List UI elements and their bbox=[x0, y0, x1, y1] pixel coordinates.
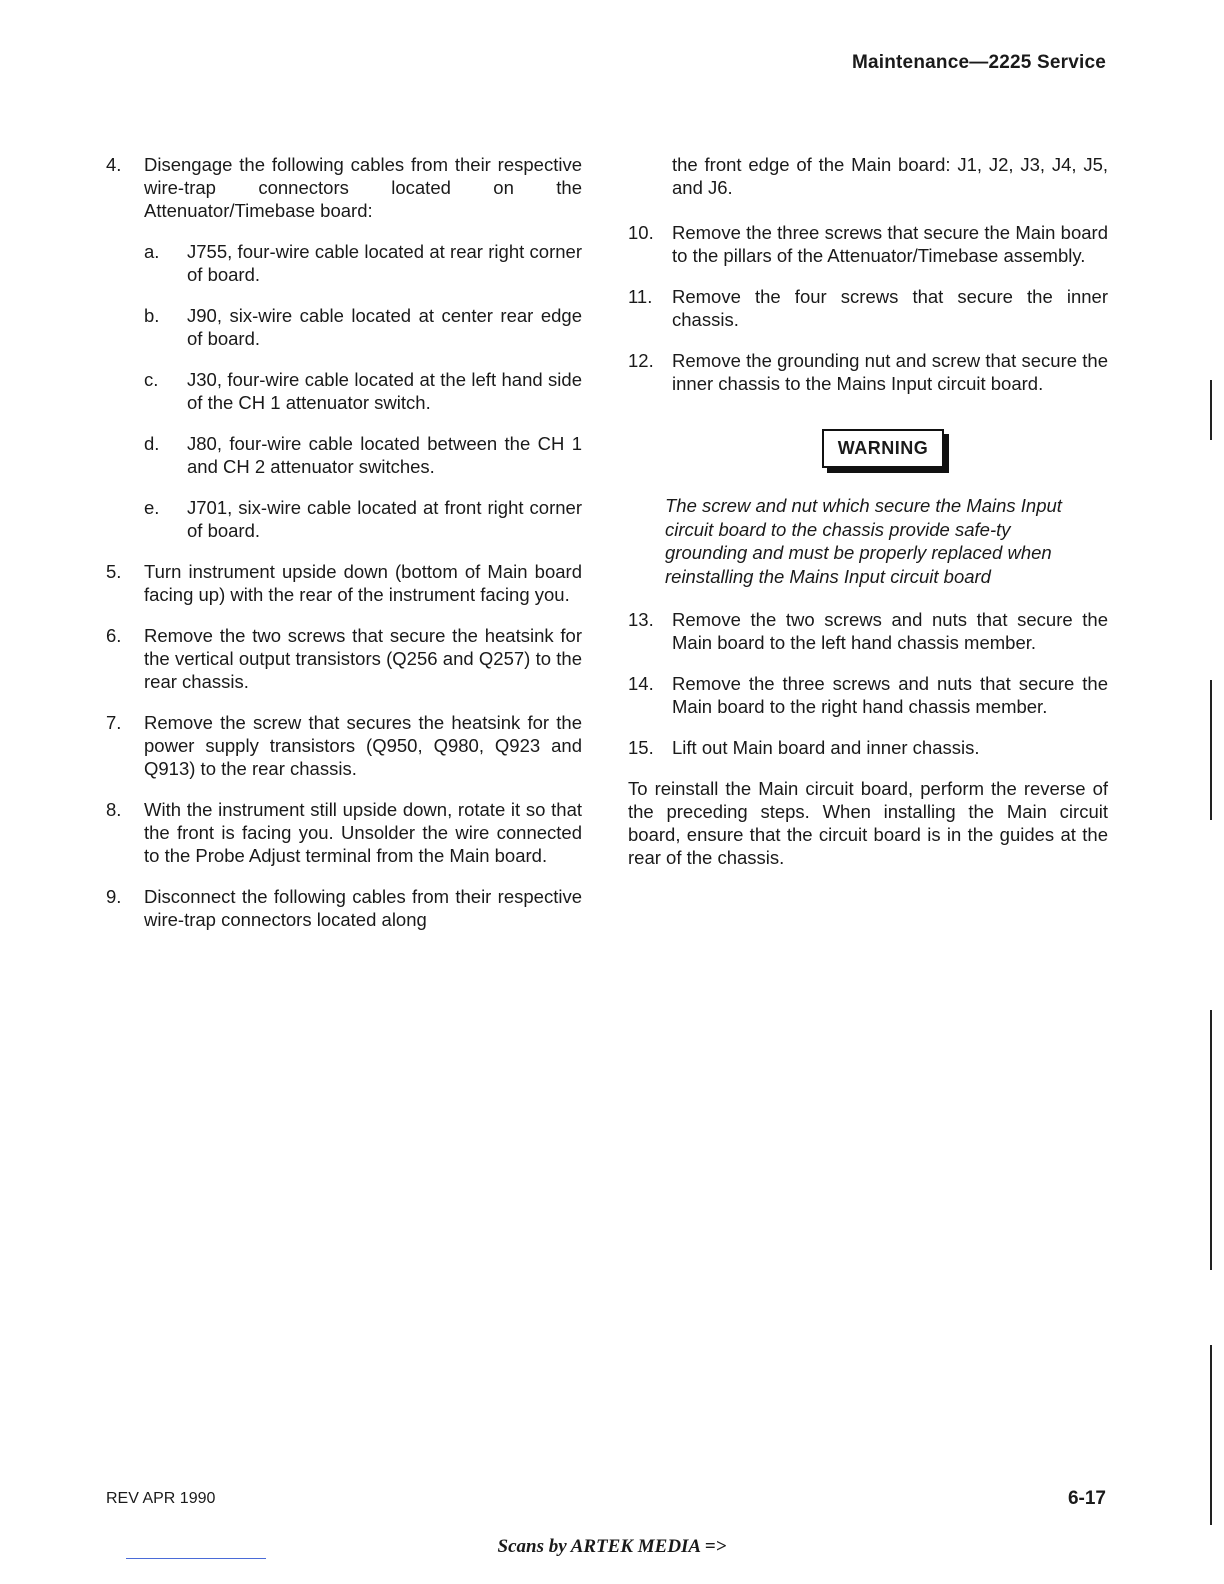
step-11 bbox=[628, 285, 1108, 331]
page-number: 6-17 bbox=[1067, 1488, 1106, 1509]
step-13 bbox=[628, 608, 1108, 654]
step-9-continuation: the front edge of the Main board: J1, J2, J3, J4, J5, and J6. bbox=[672, 154, 1108, 198]
scan-edge-mark bbox=[1210, 1010, 1212, 1270]
step-5 bbox=[106, 560, 582, 606]
step-text: Remove the three screws that secure the Main board to the pillars of the Attenuator/Timebase assembly. bbox=[672, 222, 1108, 266]
substep-letter: e. bbox=[144, 497, 160, 518]
substep-letter: d. bbox=[144, 433, 160, 454]
substep-text: J701, six-wire cable located at front right corner of board. bbox=[187, 497, 582, 541]
warning-label: WARNING bbox=[822, 429, 945, 468]
substep-e bbox=[144, 496, 582, 542]
link-underline bbox=[126, 1558, 266, 1559]
left-column bbox=[106, 153, 582, 949]
step-text: Disengage the following cables from their respective wire-trap connectors located on the Attenuator/Timebase board: bbox=[144, 154, 582, 221]
warning-banner bbox=[628, 429, 1108, 468]
step-text: Remove the four screws that secure the inner chassis. bbox=[672, 286, 1108, 330]
step-number: 6. bbox=[106, 625, 122, 646]
step-number: 11. bbox=[628, 286, 653, 307]
step-number: 5. bbox=[106, 561, 122, 582]
substep-letter: c. bbox=[144, 369, 159, 390]
substep-list bbox=[144, 240, 582, 542]
closing-paragraph: To reinstall the Main circuit board, perform the reverse of the preceding steps. When installing the Main circuit board, ensure that the circuit board is in the guides at the rear of the chassis. bbox=[628, 778, 1108, 868]
step-15 bbox=[628, 736, 1108, 759]
step-number: 8. bbox=[106, 799, 122, 820]
revision-date: REV APR 1990 bbox=[106, 1490, 216, 1507]
substep-text: J90, six-wire cable located at center rear edge of board. bbox=[187, 305, 582, 349]
step-14 bbox=[628, 672, 1108, 718]
step-7 bbox=[106, 711, 582, 780]
step-number: 4. bbox=[106, 154, 122, 175]
scan-edge-mark bbox=[1210, 380, 1212, 440]
step-text: Remove the two screws and nuts that secure the Main board to the left hand chassis member. bbox=[672, 609, 1108, 653]
substep-text: J755, four-wire cable located at rear right corner of board. bbox=[187, 241, 582, 285]
step-number: 12. bbox=[628, 350, 654, 371]
substep-a bbox=[144, 240, 582, 286]
page-header-title: Maintenance—2225 Service bbox=[851, 52, 1106, 73]
substep-d bbox=[144, 432, 582, 478]
step-number: 7. bbox=[106, 712, 122, 733]
scan-edge-mark bbox=[1210, 680, 1212, 820]
step-text: Remove the screw that secures the heatsink for the power supply transistors (Q950, Q980, Q923 and Q913) to the rear chassis. bbox=[144, 712, 582, 779]
step-text: Remove the three screws and nuts that secure the Main board to the right hand chassis member. bbox=[672, 673, 1108, 717]
step-text: Remove the grounding nut and screw that secure the inner chassis to the Mains Input circuit board. bbox=[672, 350, 1108, 394]
step-text: With the instrument still upside down, rotate it so that the front is facing you. Unsolder the wire connected to the Probe Adjust terminal from the Main board. bbox=[144, 799, 582, 866]
step-text: Lift out Main board and inner chassis. bbox=[672, 737, 980, 758]
substep-b bbox=[144, 304, 582, 350]
step-6 bbox=[106, 624, 582, 693]
right-column bbox=[628, 153, 1108, 869]
substep-c bbox=[144, 368, 582, 414]
step-number: 9. bbox=[106, 886, 122, 907]
step-4 bbox=[106, 153, 582, 542]
step-text: Remove the two screws that secure the heatsink for the vertical output transistors (Q256 and Q257) to the rear chassis. bbox=[144, 625, 582, 692]
step-number: 10. bbox=[628, 222, 654, 243]
substep-text: J30, four-wire cable located at the left hand side of the CH 1 attenuator switch. bbox=[187, 369, 582, 413]
step-number: 13. bbox=[628, 609, 654, 630]
warning-text: The screw and nut which secure the Mains Input circuit board to the chassis provide safe-ty grounding and must be properly replaced when reinstalling the Mains Input circuit board bbox=[665, 495, 1062, 587]
step-10 bbox=[628, 221, 1108, 267]
substep-letter: a. bbox=[144, 241, 160, 262]
substep-text: J80, four-wire cable located between the CH 1 and CH 2 attenuator switches. bbox=[187, 433, 582, 477]
step-number: 15. bbox=[628, 737, 654, 758]
step-text: Disconnect the following cables from their respective wire-trap connectors located along bbox=[144, 886, 582, 930]
step-9 bbox=[106, 885, 582, 931]
step-8 bbox=[106, 798, 582, 867]
scan-edge-mark bbox=[1210, 1345, 1212, 1525]
scan-credit: Scans by ARTEK MEDIA => bbox=[497, 1536, 727, 1557]
step-12 bbox=[628, 349, 1108, 395]
step-text: Turn instrument upside down (bottom of Main board facing up) with the rear of the instrument facing you. bbox=[144, 561, 582, 605]
step-number: 14. bbox=[628, 673, 654, 694]
substep-letter: b. bbox=[144, 305, 160, 326]
